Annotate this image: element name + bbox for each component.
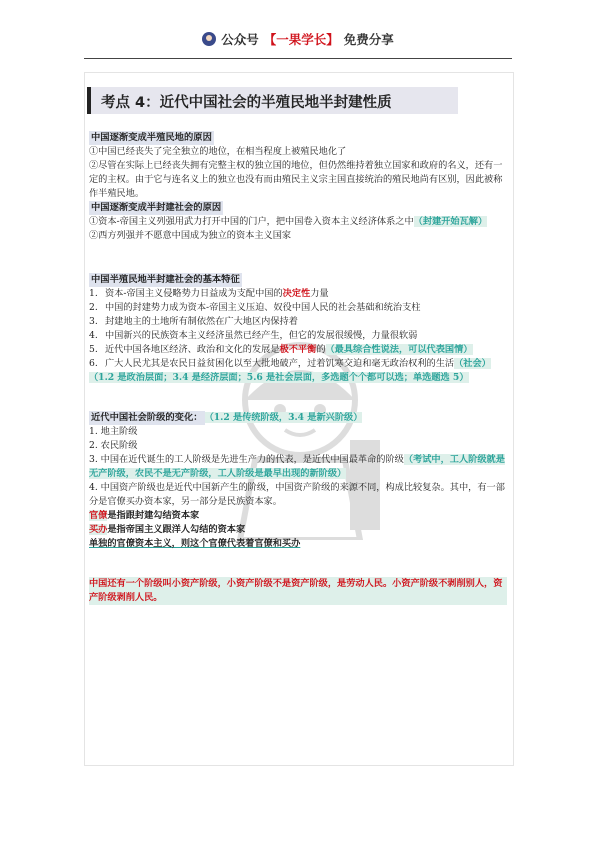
section-semi-colonial-reasons: [89, 131, 507, 201]
highlight-red: 决定性: [282, 288, 311, 299]
list-item: 6. 广大人民尤其是农民日益贫困化以至大批地破产，过着饥寒交迫和毫无政治权利的生活（社会）: [89, 358, 491, 369]
section-basic-features: [89, 273, 507, 385]
section-heading: 中国半殖民地半封建社会的基本特征: [91, 274, 240, 285]
section-heading: 中国逐渐变成半殖民地的原因: [91, 132, 212, 143]
brand-suffix: 免费分享: [343, 32, 394, 47]
title-bar: [87, 87, 458, 114]
highlight-note: （1.2 是传统阶级，3.4 是新兴阶级）: [204, 412, 363, 423]
header-divider: [84, 58, 512, 59]
paragraph: [89, 371, 507, 385]
list-item: 2. 中国的封建势力成为资本-帝国主义压迫、奴役中国人民的社会基础和统治支柱: [89, 302, 421, 313]
page-header: [0, 30, 596, 52]
highlight-note: （封建开始瓦解）: [413, 216, 488, 227]
page-title: 考点 4：近代中国社会的半殖民地半封建性质: [101, 95, 392, 111]
definition: 官僚是指跟封建勾结资本家: [89, 510, 200, 521]
list-item: 4. 中国资产阶级也是近代中国新产生的阶级，中国资产阶级的来源不同，构成比较复杂。其中，有一部分是官僚买办资本家，另一部分是民族资本家。: [89, 482, 505, 507]
list-item: 1. 地主阶级: [89, 426, 138, 437]
highlight-red: 买办: [89, 524, 108, 535]
section-heading: 中国逐渐变成半封建社会的原因: [91, 202, 222, 213]
list-item: 3. 中国在近代诞生的工人阶级是先进生产力的代表，是近代中国最革命的阶级（考试中，工人阶级就是无产阶级，农民不是无产阶级，工人阶级是最早出现的新阶级）: [89, 454, 505, 479]
section-heading: 近代中国社会阶级的变化： （1.2 是传统阶级，3.4 是新兴阶级）: [91, 412, 363, 423]
definition: 买办是指帝国主义跟洋人勾结的资本家: [89, 524, 246, 535]
paragraph: [89, 215, 507, 229]
avatar-icon: [202, 32, 216, 46]
highlight-note: （考试中，工人阶级就是无产阶级，农民不是无产阶级，工人阶级是最早出现的新阶级）: [89, 454, 505, 479]
document-body: [89, 131, 507, 605]
list-item: 4. 中国新兴的民族资本主义经济虽然已经产生，但它的发展很缓慢，力量很软弱: [89, 330, 418, 341]
highlight-note: （最具综合性说法，可以代表国情）: [325, 344, 473, 355]
brand-line: [202, 30, 394, 48]
highlight-note: （社会）: [454, 358, 491, 369]
list-item: 2. 农民阶级: [89, 440, 138, 451]
brand-highlight: 【一果学长】: [263, 32, 339, 47]
list-item: 5. 近代中国各地区经济、政治和文化的发展是极不平衡的（最具综合性说法，可以代表国情）: [89, 344, 473, 355]
highlight-paragraph: 中国还有一个阶级叫小资产阶级，小资产阶级不是资产阶级，是劳动人民。小资产阶级不剥削别人，资产阶级剥削人民。: [89, 577, 507, 605]
text: ①资本-帝国主义列强用武力打开中国的门户，把中国卷入资本主义经济体系之中: [89, 216, 414, 227]
highlight-note: （1.2 是政治层面；3.4 是经济层面；5.6 是社会层面，多选题个个都可以选；单选题选 5）: [89, 372, 469, 383]
definition: 单独的官僚资本主义，则这个官僚代表着官僚和买办: [89, 538, 301, 549]
section-class-changes: [89, 411, 507, 605]
list-item: 3. 封建地主的土地所有制依然在广大地区内保持着: [89, 316, 298, 327]
highlight-red: 极不平衡: [279, 344, 317, 355]
section-semi-feudal-reasons: [89, 201, 507, 243]
paragraph: ②尽管在实际上已经丧失拥有完整主权的独立国的地位，但仍然维持着独立国家和政府的名义，还有一定的主权。由于它与连名义上的独立也没有而由殖民主义宗主国直接统治的殖民地尚有区别，因此被称作半殖民地。: [89, 160, 503, 199]
brand-prefix: 公众号: [221, 32, 259, 47]
list-item: 1. 资本-帝国主义侵略势力日益成为支配中国的决定性力量: [89, 288, 329, 299]
paragraph: ①中国已经丧失了完全独立的地位，在相当程度上被殖民地化了: [89, 146, 347, 157]
highlight-red: 官僚: [89, 510, 108, 521]
paragraph: ②西方列强并不愿意中国成为独立的资本主义国家: [89, 230, 292, 241]
